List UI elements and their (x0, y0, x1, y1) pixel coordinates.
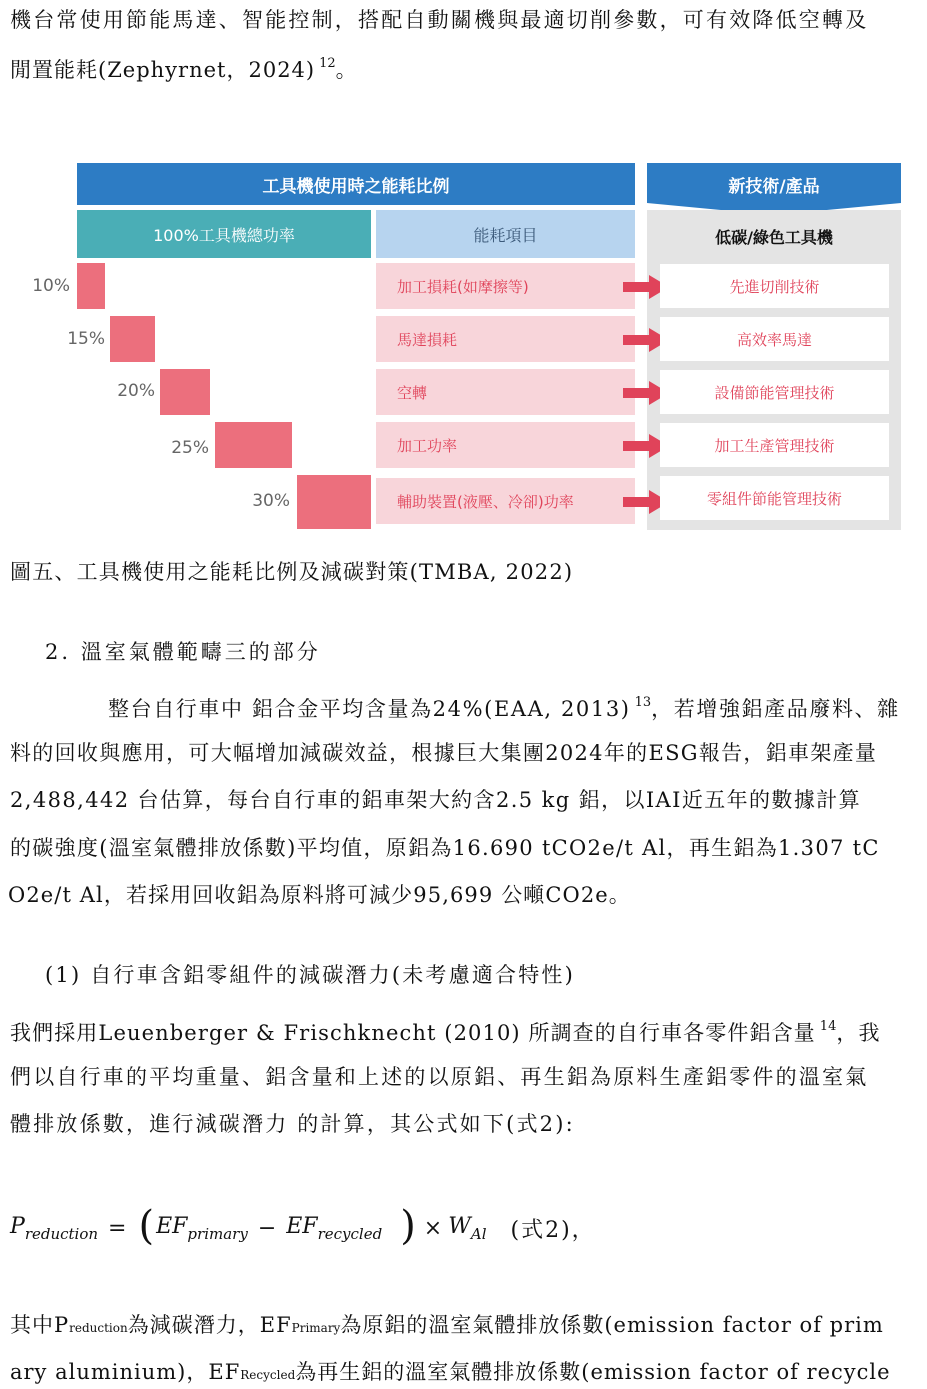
formula-equals: = (108, 1215, 127, 1241)
body-text-line (10, 1362, 891, 1383)
energy-bar (215, 422, 292, 468)
text-span: 整台自行車中 鋁合金平均含量為24%(EAA, 2013) (108, 697, 631, 721)
sub-heading: (1) 自行車含鋁零組件的減碳潛力(未考慮適合特性) (45, 963, 576, 987)
body-text-line: 機台常使用節能馬達、智能控制，搭配自動關機與最適切削參數，可有效降低空轉及 (10, 8, 869, 32)
total-power-header: 100%工具機總功率 (77, 210, 371, 258)
formula-p: $P_{reduction}$ (10, 1213, 99, 1243)
percent-label: 30% (252, 491, 290, 511)
tech-item: 加工生產管理技術 (660, 423, 889, 467)
energy-bar (160, 369, 210, 415)
body-text-line: 料的回收與應用，可大幅增加減碳效益，根據巨大集團2024年的ESG報告，鋁車架產量 (10, 741, 878, 765)
text-span: 為減碳潛力，EF (127, 1313, 292, 1337)
left-paren: ( (138, 1203, 155, 1249)
text-span: ，若增強鋁產品廢料、雜 (651, 697, 900, 721)
text-span: 其中P (10, 1313, 70, 1337)
body-text-line: 們以自行車的平均重量、鋁含量和上述的以原鋁、再生鋁為原料生產鋁零件的溫室氣 (10, 1065, 869, 1089)
formula-times: × (423, 1215, 443, 1241)
footnote-ref[interactable]: 13 (634, 695, 652, 710)
formula-minus: − (257, 1215, 277, 1241)
footnote-ref[interactable]: 14 (819, 1019, 837, 1034)
energy-item-header: 能耗項目 (376, 210, 635, 258)
tech-item: 零組件節能管理技術 (660, 476, 889, 520)
percent-label: 10% (32, 276, 70, 296)
energy-bar (110, 316, 155, 362)
body-text-line: O2e/t Al，若採用回收鋁為原料將可減少95,699 公噸CO2e。 (8, 883, 631, 907)
green-machine-header: 低碳/綠色工具機 (715, 227, 833, 247)
energy-item: 馬達損耗 (376, 316, 635, 362)
body-text-line (10, 1020, 881, 1044)
text-span: 為再生鋁的溫室氣體排放係數(emission factor of recycle (295, 1360, 891, 1384)
subscript-text: Primary (291, 1321, 341, 1335)
formula-ef-primary: $EF_{primary}$ (156, 1213, 248, 1243)
energy-item: 加工損耗(如摩擦等) (376, 263, 635, 309)
footnote-ref[interactable]: 12 (319, 56, 336, 71)
right-paren: ) (400, 1203, 416, 1249)
right-header-label: 新技術/產品 (728, 176, 820, 197)
tech-item: 高效率馬達 (660, 317, 889, 361)
body-text-line: 體排放係數，進行減碳潛力 的計算，其公式如下(式2): (10, 1112, 575, 1136)
figure-caption: 圖五、工具機使用之能耗比例及減碳對策(TMBA, 2022) (10, 560, 574, 584)
body-text-line (10, 57, 358, 81)
text-span: ，我 (836, 1021, 881, 1045)
text-span: 為原鋁的溫室氣體排放係數(emission factor of prim (340, 1313, 884, 1337)
subscript-text: reduction (69, 1321, 128, 1335)
equation-label: (式2)， (510, 1217, 596, 1243)
formula-equation (10, 1205, 596, 1251)
energy-item: 空轉 (376, 369, 635, 415)
text-span: 我們採用Leuenberger & Frischknecht (2010) 所調查的自行車各零件鋁含量 (10, 1021, 816, 1045)
body-text-line (108, 696, 900, 720)
formula-w: $W_{Al}$ (448, 1213, 487, 1243)
body-text-line: 的碳強度(溫室氣體排放係數)平均值，原鋁為16.690 tCO2e/t Al，再生鋁為1.307 tC (10, 836, 880, 860)
tech-item: 設備節能管理技術 (660, 370, 889, 414)
text-span: ary aluminium)，EF (10, 1360, 241, 1384)
section-heading: 2. 溫室氣體範疇三的部分 (45, 640, 321, 664)
text-span: 。 (335, 58, 358, 82)
left-header-band: 工具機使用時之能耗比例 (77, 163, 635, 205)
percent-label: 25% (171, 438, 209, 458)
subscript-text: Recycled (240, 1368, 296, 1382)
energy-item: 加工功率 (376, 422, 635, 468)
body-text-line: 2,488,442 台估算，每台自行車的鋁車架大約含2.5 kg 鋁，以IAI近五年的數據計算 (10, 788, 862, 812)
percent-label: 20% (117, 381, 155, 401)
tech-item: 先進切削技術 (660, 264, 889, 308)
energy-bar (77, 263, 105, 309)
text-span: 閒置能耗(Zephyrnet，2024) (10, 58, 316, 82)
percent-label: 15% (67, 329, 105, 349)
energy-item: 輔助裝置(液壓、冷卻)功率 (376, 478, 635, 524)
energy-bar (297, 475, 371, 529)
body-text-line (10, 1315, 884, 1336)
formula-ef-recycled: $EF_{recycled}$ (286, 1213, 383, 1243)
